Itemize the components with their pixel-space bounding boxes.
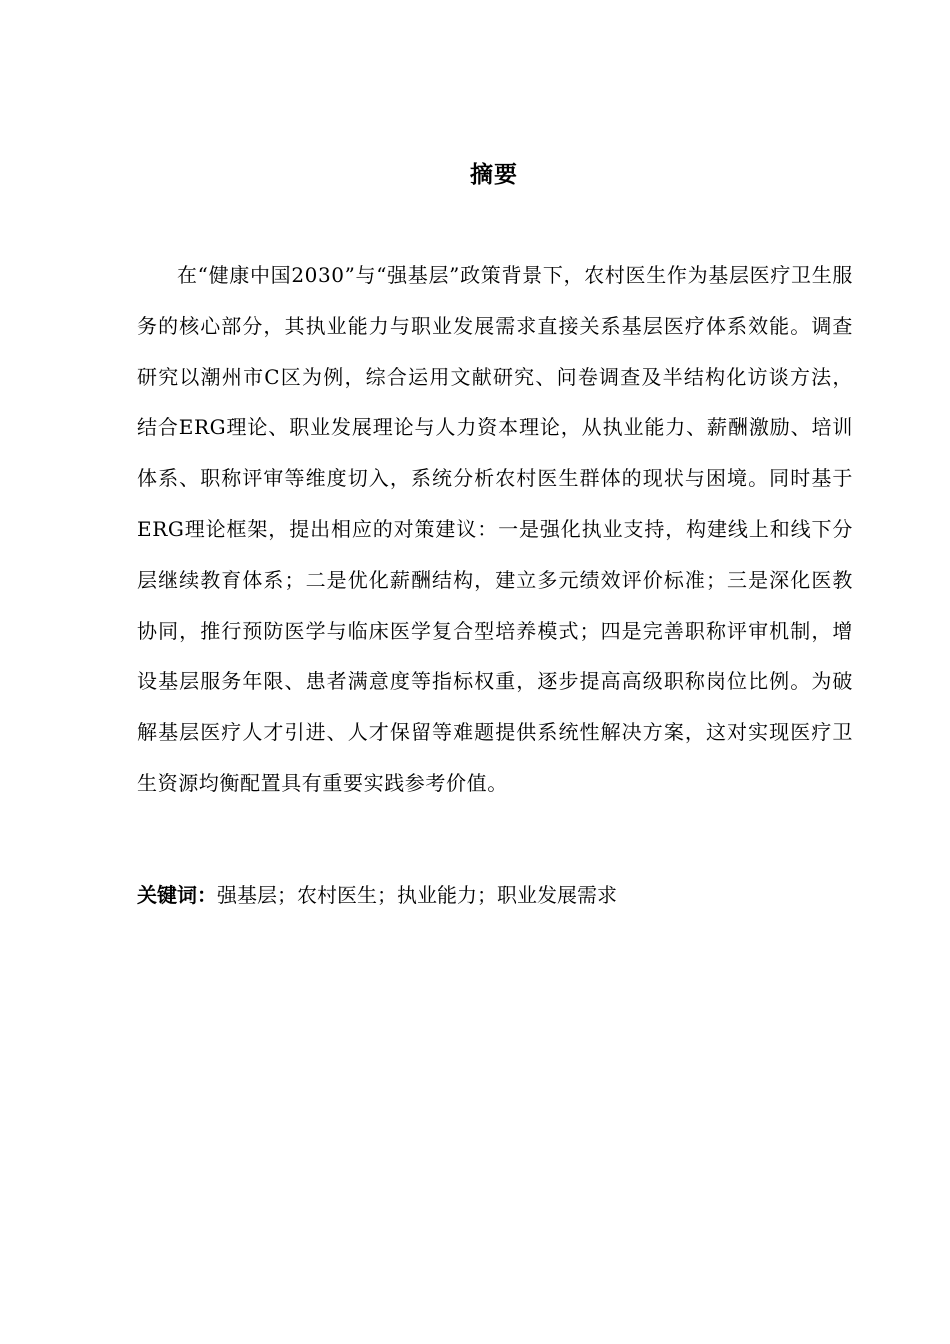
abstract-title: 摘要	[470, 162, 518, 188]
abstract-body: 在“健康中国2030”与“强基层”政策背景下，农村医生作为基层医疗卫生服务的核心部分，其执业能力与职业发展需求直接关系基层医疗体系效能。调查研究以潮州市C区为例，综合运用文献研究、问卷调查及半结构化访谈方法，结合ERG理论、职业发展理论与人力资本理论，从执业能力、薪酬激励、培训体系、职称评审等维度切入，系统分析农村医生群体的现状与困境。同时基于ERG理论框架，提出相应的对策建议：一是强化执业支持，构建线上和线下分层继续教育体系；二是优化薪酬结构，建立多元绩效评价标准；三是深化医教协同，推行预防医学与临床医学复合型培养模式；四是完善职称评审机制，增设基层服务年限、患者满意度等指标权重，逐步提高高级职称岗位比例。为破解基层医疗人才引进、人才保留等难题提供系统性解决方案，这对实现医疗卫生资源均衡配置具有重要实践参考价值。	[137, 263, 853, 795]
keywords-line	[137, 878, 853, 912]
keywords-text: 强基层；农村医生；执业能力；职业发展需求	[217, 883, 617, 907]
keywords-label: 关键词：	[137, 883, 217, 907]
